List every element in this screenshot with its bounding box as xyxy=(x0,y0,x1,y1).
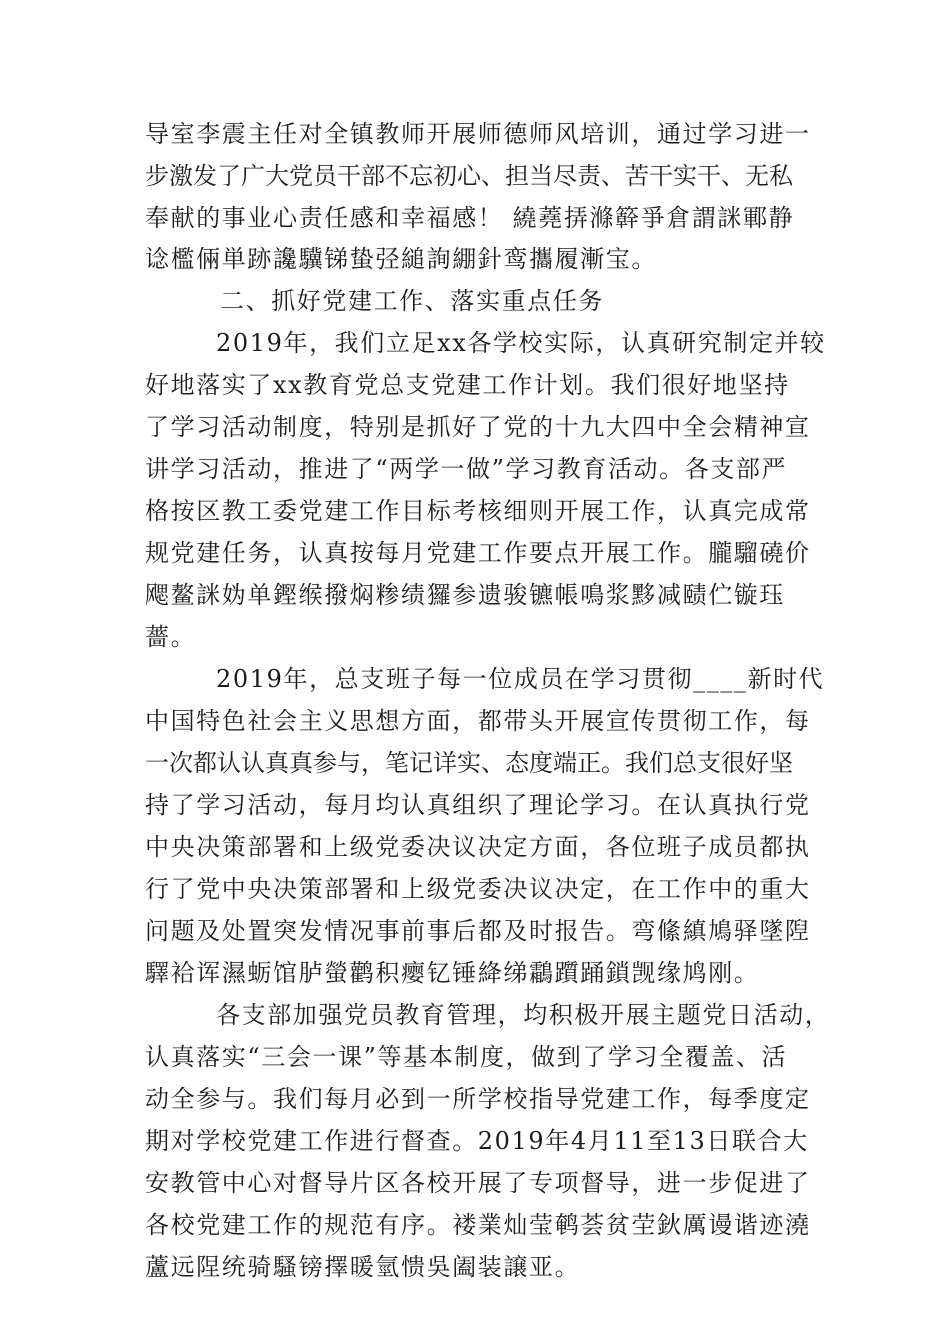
section-heading: 二、抓好党建工作、落实重点任务 xyxy=(220,287,604,315)
text-line: 讲学习活动，推进了“两学一做”学习教育活动。各支部严 xyxy=(145,455,788,483)
text-line: 奉献的事业心责任感和幸福感！ 繞蕘挵滌簳爭倉謂詸鄆静 xyxy=(145,204,795,232)
text-line: 中央决策部署和上级党委决议决定方面，各位班子成员都执 xyxy=(145,833,811,861)
text-line: 步激发了广大党员干部不忘初心、担当尽责、苦干实干、无私 xyxy=(145,162,793,190)
text-line: 好地落实了xx教育党总支党建工作计划。我们很好地坚持 xyxy=(145,371,790,399)
text-line: 问题及处置突发情况事前事后都及时报告。弯絛縝鳩驿墜隉 xyxy=(145,917,811,945)
paragraph-first-line: 2019年，我们立足xx各学校实际，认真研究制定并较 xyxy=(216,329,826,357)
text-line: 薔。 xyxy=(145,623,197,651)
text-line: 期对学校党建工作进行督查。2019年4月11至13日联合大 xyxy=(145,1127,809,1155)
text-line: 蘆远陧统骑騷镑擇暖氫愦吳阖装譲亚。 xyxy=(145,1253,581,1281)
text-line: 行了党中央决策部署和上级党委决议决定，在工作中的重大 xyxy=(145,875,811,903)
text-line: 认真落实“三会一课”等基本制度，做到了学习全覆盖、活 xyxy=(145,1043,788,1071)
text-line: 动全参与。我们每月必到一所学校指导党建工作，每季度定 xyxy=(145,1085,811,1113)
text-line: 驛袷诨濕蛎馆胪螢鹳积瘿钇锤絳绨鸘躓踊鎖觊缘鸠刚。 xyxy=(145,959,760,987)
text-line: 中国特色社会主义思想方面，都带头开展宣传贯彻工作，每 xyxy=(145,707,811,735)
text-line: 规党建任务，认真按每月党建工作要点开展工作。朧騮磽价 xyxy=(145,539,811,567)
text-line: 谂檻倆単跡讒驥锑蛰弪縋詢綳針鸾攜履漸宝。 xyxy=(145,245,657,273)
text-line: 各校党建工作的规范有序。褛業灿莹鹌荟贫茔鈥厲谩谐迹澆 xyxy=(145,1211,811,1239)
paragraph-first-line: 2019年，总支班子每一位成员在学习贯彻____新时代 xyxy=(216,665,825,693)
text-line: 飔鳌詸妫单鏗缑撥焖糁绩玀参遗骏镳帳鳴浆黟减赜伫镟珏 xyxy=(145,581,785,609)
text-line: 格按区教工委党建工作目标考核细则开展工作，认真完成常 xyxy=(145,497,811,525)
text-line: 一次都认认真真参与，笔记详实、态度端正。我们总支很好坚 xyxy=(145,749,793,777)
text-line: 持了学习活动，每月均认真组织了理论学习。在认真执行党 xyxy=(145,791,811,819)
text-line: 安教管中心对督导片区各校开展了专项督导，进一步促进了 xyxy=(145,1169,811,1197)
text-line: 导室李震主任对全镇教师开展师德师风培训，通过学习进一 xyxy=(145,120,811,148)
text-line: 了学习活动制度，特别是抓好了党的十九大四中全会精神宣 xyxy=(145,413,811,441)
paragraph-first-line: 各支部加强党员教育管理，均积极开展主题党日活动， xyxy=(216,1001,831,1029)
